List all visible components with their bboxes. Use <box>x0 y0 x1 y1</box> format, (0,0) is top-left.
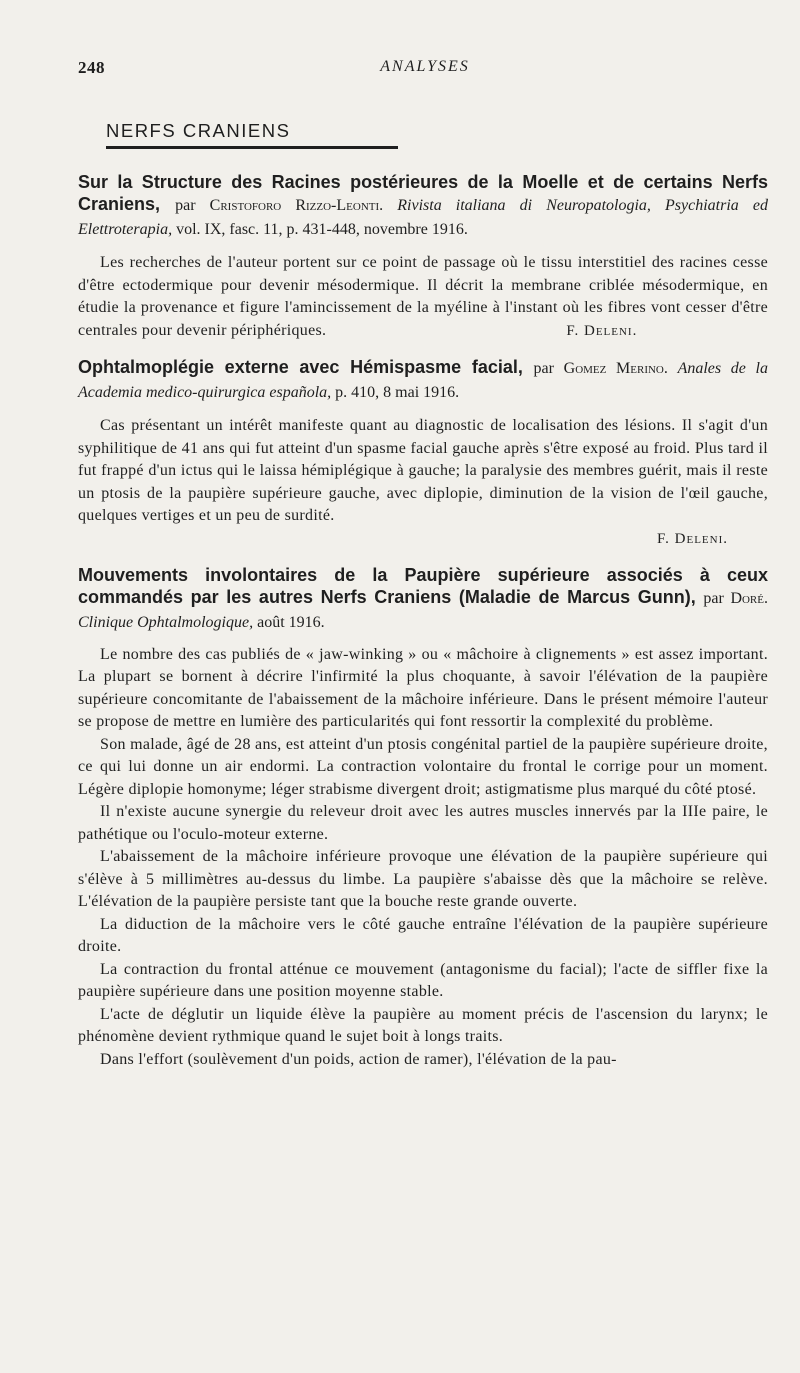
article-author: Doré. <box>730 589 768 607</box>
paragraph: Le nombre des cas publiés de « jaw-winking » ou « mâchoire à clignements » est assez important. La plupart se bornent à décrire l'infirmité la plus choquante, à savoir l'élévation de la paupière supérieure concomitante de l'abaissement de la mâchoire inférieure. Dans le présent mémoire l'auteur se propose de mettre en lumière des particularités qui font ressortir la complexité du problème. <box>78 645 768 730</box>
page-number: 248 <box>78 58 105 77</box>
paragraph: Cas présentant un intérêt manifeste quant au diagnostic de localisation des lésions. Il s'agit d'un syphilitique de 41 ans qui fut atteint d'un spasme facial gauche après s'être exposé au froid. Plus tard il fut frappé d'un ictus qui le laissa hémiplégique à gauche; la paralysie des membres guérit, mais il reste un ptosis de la paupière supérieure gauche, avec diplopie, diminution de la vision de l'œil gauche, quelques vertiges et un peu de surdité. <box>78 417 768 524</box>
article-details: vol. IX, fasc. 11, p. 431-448, novembre 1916. <box>176 221 468 238</box>
paragraph: L'abaissement de la mâchoire inférieure provoque une élévation de la paupière supérieure qui s'élève à 5 millimètres au-dessus du limbe. La paupière s'abaisse dès que la mâchoire se relève. L'élévation de la paupière persiste tant que la bouche reste grande ouverte. <box>78 848 768 910</box>
paragraph: L'acte de déglutir un liquide élève la paupière au moment précis de l'ascension du larynx; le phénomène devient rythmique quand le sujet boit à longs traits. <box>78 1005 768 1045</box>
running-title: ANALYSES <box>380 58 470 75</box>
article-details: août 1916. <box>257 613 325 631</box>
article-author: Cristoforo Rizzo-Leonti. <box>209 197 384 214</box>
section-rule <box>106 146 398 149</box>
article-3 <box>78 564 768 1072</box>
paragraph: Dans l'effort (soulèvement d'un poids, action de ramer), l'élévation de la pau- <box>100 1050 617 1068</box>
article-title: Mouvements involontaires de la Paupière supérieure associés à ceux commandés par les autres Nerfs Craniens (Maladie de Marcus Gunn), par Doré. Clinique Ophtalmologique, août 1916. <box>78 564 768 631</box>
article-journal: Anales de la Academia medico-quirurgica española, <box>78 360 768 401</box>
article-journal: Rivista italiana di Neuropatologia, Psychiatria ed Elettroterapia, <box>78 197 768 238</box>
section-title: NERFS CRANIENS <box>106 120 291 141</box>
paragraph: La diduction de la mâchoire vers le côté gauche entraîne l'élévation de la paupière supérieure droite. <box>78 915 768 955</box>
signature: F. Deleni. <box>566 322 638 339</box>
article-title: Ophtalmoplégie externe avec Hémispasme facial, par Gomez Merino. Anales de la Academia medico-quirurgica española, p. 410, 8 mai 1916. <box>78 357 768 401</box>
paragraph: Les recherches de l'auteur portent sur ce point de passage où le tissu interstitiel des racines cesse d'être ectodermique pour devenir mésodermique. Il décrit la membrane criblée mésodermique, en étudie la provenance et figure l'amincissement de la myéline à l'instant où les fibres vont cesser d'être centrales pour devenir périphériques. F. Deleni. <box>78 254 768 339</box>
page-header <box>78 58 768 82</box>
article-1 <box>78 171 768 342</box>
article-title: Sur la Structure des Racines postérieures de la Moelle et de certains Nerfs Craniens, par Cristoforo Rizzo-Leonti. Rivista italiana di Neuropatologia, Psychiatria ed Elettroterapia, vol. IX, fasc. 11, p. 431-448, novembre 1916. <box>78 172 768 238</box>
article-author: Gomez Merino. <box>563 360 668 377</box>
signature: F. Deleni. <box>657 530 728 547</box>
content <box>78 171 768 1083</box>
article-2 <box>78 356 768 550</box>
paragraph: Son malade, âgé de 28 ans, est atteint d'un ptosis congénital partiel de la paupière supérieure droite, ce qui lui donne un air endormi. La contraction volontaire du frontal le corrige pour un moment. Légère diplopie homonyme; léger strabisme divergent droit; astigmatisme plus marqué du côté ptosé. <box>78 735 768 798</box>
article-details: p. 410, 8 mai 1916. <box>335 384 460 401</box>
paragraph: La contraction du frontal atténue ce mouvement (antagonisme du facial); l'acte de siffler fixe la paupière supérieure dans une position moyenne stable. <box>78 960 768 1000</box>
paragraph: Il n'existe aucune synergie du releveur droit avec les autres muscles innervés par la IIIe paire, le pathétique ou l'oculo-moteur externe. <box>78 803 768 843</box>
article-journal: Clinique Ophtalmologique, <box>78 613 254 631</box>
